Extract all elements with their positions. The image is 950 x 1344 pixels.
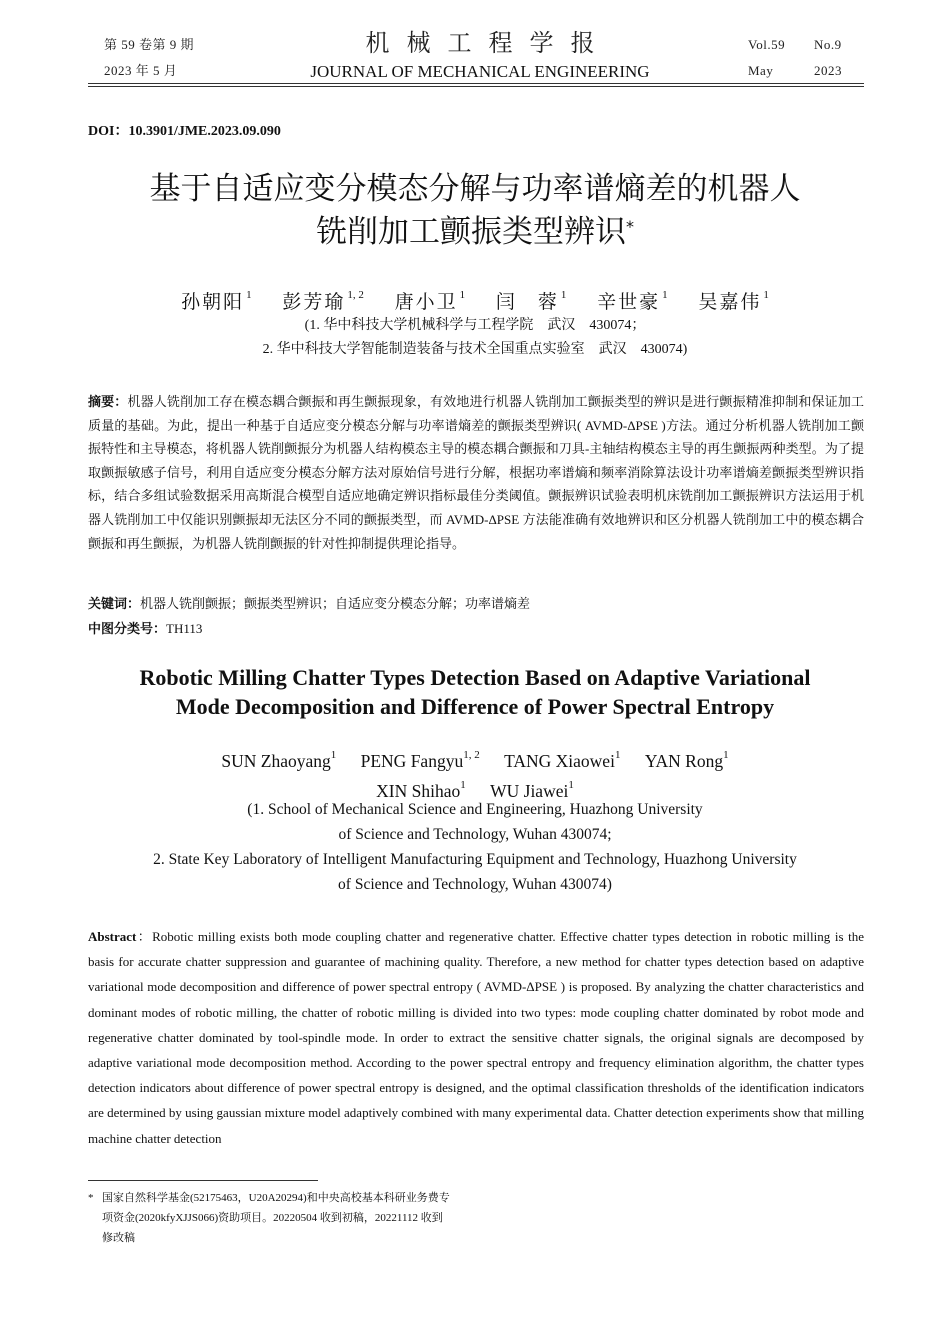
affiliation-en-line: of Science and Technology, Wuhan 430074): [338, 876, 612, 893]
author-en-affil-mark: 1: [460, 778, 466, 791]
title-cn-line2: [60, 211, 890, 254]
header-volume: Vol.59: [748, 37, 786, 52]
classification-cn-code: TH113: [166, 621, 203, 636]
abstract-cn-label: 摘要：: [88, 394, 128, 409]
footnote-line2: 项资金(2020kfyXJJS066)资助项目。20220504 收到初稿，20221112 收到: [102, 1212, 443, 1224]
footnote-line1: 国家自然科学基金(52175463，U20A20294)和中央高校基本科研业务费专: [102, 1192, 450, 1204]
author-en: [221, 751, 336, 771]
author-cn-name: 吴嘉伟: [698, 292, 762, 314]
authors-en: [60, 744, 890, 804]
title-cn: [60, 168, 890, 254]
abstract-cn-text: 机器人铣削加工存在模态耦合颤振和再生颤振现象，有效地进行机器人铣削加工颤振类型的辨识是进行颤振精准抑制和保证加工质量的基础。为此，提出一种基于自适应变分模态分解与功率谱熵差的颤振类型辨识( AVMD-ΔPSE )方法。通过分析机器人铣削加工颤振特性和主导模态，将机器人铣削颤振分为机器人结构模态主导的模态耦合颤振和刀具-主轴结构模态主导的再生颤振两种类型。为了提取颤振敏感子信号，利用自适应变分模态分解方法对原始信号进行分解，根据功率谱熵和频率消除算法设计功率谱熵差颤振类型辨识指标，结合多组试验数据采用高斯混合模型自适应地确定辨识指标最佳分类阈值。颤振辨识试验表明机床铣削加工颤振辨识方法运用于机器人铣削加工中仅能识别颤振却无法区分不同的颤振类型，而 AVMD-ΔPSE 方法能准确有效地辨识和区分机器人铣削加工中的模态耦合颤振和再生颤振，为机器人铣削颤振的针对性抑制提供理论指导。: [88, 394, 864, 551]
title-en: [60, 663, 890, 721]
author-en-affil-mark: 1, 2: [463, 749, 480, 761]
header-rule-thick: [88, 83, 864, 84]
author-cn-name: 彭芳瑜: [282, 292, 346, 314]
keywords-cn-label: 关键词：: [88, 596, 141, 611]
keywords-cn-text: 机器人铣削颤振；颤振类型辨识；自适应变分模态分解；功率谱熵差: [140, 596, 531, 611]
journal-name-en: JOURNAL OF MECHANICAL ENGINEERING: [310, 62, 650, 81]
author-cn-name: 孙朝阳: [181, 292, 245, 314]
affiliations-en: [60, 797, 890, 897]
footnote-mark: *: [88, 1192, 94, 1204]
author-cn-affil-mark: 1: [246, 289, 252, 301]
abstract-en-label: Abstract: [88, 929, 137, 944]
affiliation-en-line: (1. School of Mechanical Science and Engineering, Huazhong University: [247, 801, 703, 818]
header-date-row: [748, 58, 842, 84]
title-en-line1: Robotic Milling Chatter Types Detection Based on Adaptive Variational: [139, 665, 811, 690]
footnote-line3: 修改稿: [102, 1232, 135, 1244]
abstract-en-text: Robotic milling exists both mode coupling chatter and regenerative chatter. Effective chatter types detection in robotic milling is the basis for accurate chatter suppression and guarantee of machining quality. Therefore, a new method for chatter types detection based on adaptive variational mode decomposition and difference of power spectral entropy ( AVMD-ΔPSE ) is proposed. By analyzing the chatter characteristics and dominant modes of robotic milling, the chatter of robotic milling is divided into two types: mode coupling chatter dominated by robot mode and regenerative chatter dominated by tool-spindle mode. In order to extract the sensitive chatter signals, the original signals are decomposed by adaptive variational mode decomposition method. According to the power spectral entropy and frequency elimination algorithm, the chatter types detection indicators about difference of power spectral entropy is designed, and the optimal classification thresholds of the identification indicators are determined by using gaussian mixture model adaptively combined with many experimental data. Chatter detection experiments show that milling machine chatter detection: [88, 929, 864, 1146]
author-cn: [394, 289, 466, 314]
header-volume-info: [748, 32, 842, 84]
abstract-en-colon: ：: [136, 929, 153, 944]
author-en-name: YAN Rong: [644, 750, 724, 771]
author-en-affil-mark: 1: [614, 749, 621, 761]
header-journal-name: [250, 28, 710, 84]
author-en-affil-mark: 1: [723, 749, 729, 761]
author-cn-affil-mark: 1, 2: [347, 289, 364, 301]
author-cn-name: 闫 蓉: [495, 292, 559, 314]
author-en-name: PENG Fangyu: [360, 750, 464, 771]
affiliation-en-line: of Science and Technology, Wuhan 430074;: [338, 826, 612, 843]
keywords-cn: [88, 592, 864, 615]
journal-name-cn: 机械工程学报: [365, 31, 612, 57]
author-en-affil-mark: 1: [330, 749, 337, 761]
header-issue-cn: 第 59 卷第 9 期: [104, 37, 195, 52]
header-issue-info: [104, 32, 194, 84]
author-en: [361, 751, 480, 771]
title-footnote-mark[interactable]: *: [626, 217, 634, 236]
author-en-name: SUN Zhaoyang: [221, 750, 331, 771]
author-cn-name: 唐小卫: [394, 292, 458, 314]
author-en: [504, 751, 620, 771]
abstract-en: [88, 924, 864, 1151]
header-date-cn: 2023 年 5 月: [104, 63, 178, 78]
authors-cn: [60, 284, 890, 317]
header-volume-row: [748, 32, 842, 58]
author-cn-affil-mark: 1: [560, 289, 567, 301]
author-cn-name: 辛世豪: [597, 292, 661, 314]
header-number: No.9: [814, 37, 842, 52]
abstract-cn: [88, 390, 864, 555]
author-en: [645, 751, 729, 771]
author-cn: [495, 289, 567, 314]
author-en-name: TANG Xiaowei: [504, 750, 615, 771]
affiliation-cn-line: 2. 华中科技大学智能制造装备与技术全国重点实验室 武汉 430074): [262, 342, 688, 357]
doi[interactable]: DOI：10.3901/JME.2023.09.090: [88, 124, 281, 139]
header-month: May: [748, 63, 774, 78]
title-en-line2: Mode Decomposition and Difference of Power Spectral Entropy: [175, 694, 775, 719]
author-en-name: XIN Shihao: [376, 780, 461, 801]
author-en-affil-mark: 1: [568, 778, 574, 791]
classification-cn-label: 中图分类号：: [88, 621, 167, 636]
footnote-rule: [88, 1180, 318, 1181]
author-cn: [181, 289, 252, 314]
affiliation-cn-line: (1. 华中科技大学机械科学与工程学院 武汉 430074；: [304, 318, 646, 333]
author-cn: [282, 289, 364, 314]
author-cn-affil-mark: 1: [459, 289, 466, 301]
title-cn-line1: 基于自适应变分模态分解与功率谱熵差的机器人: [149, 171, 801, 207]
footnote: [88, 1188, 488, 1248]
authors-en-row1: [60, 744, 890, 774]
affiliation-en-line: 2. State Key Laboratory of Intelligent Manufacturing Equipment and Technology, Huazhong University: [153, 851, 797, 868]
author-cn: [597, 289, 668, 314]
classification-cn: [88, 617, 202, 640]
header-rule-thin: [88, 86, 864, 87]
affiliations-cn: [60, 314, 890, 362]
header-year: 2023: [814, 63, 842, 78]
author-cn: [698, 289, 769, 314]
author-en-name: WU Jiawei: [490, 780, 569, 801]
author-cn-affil-mark: 1: [662, 289, 668, 301]
author-cn-affil-mark: 1: [763, 289, 769, 301]
title-cn-line2-text: 铣削加工颤振类型辨识: [316, 214, 626, 250]
